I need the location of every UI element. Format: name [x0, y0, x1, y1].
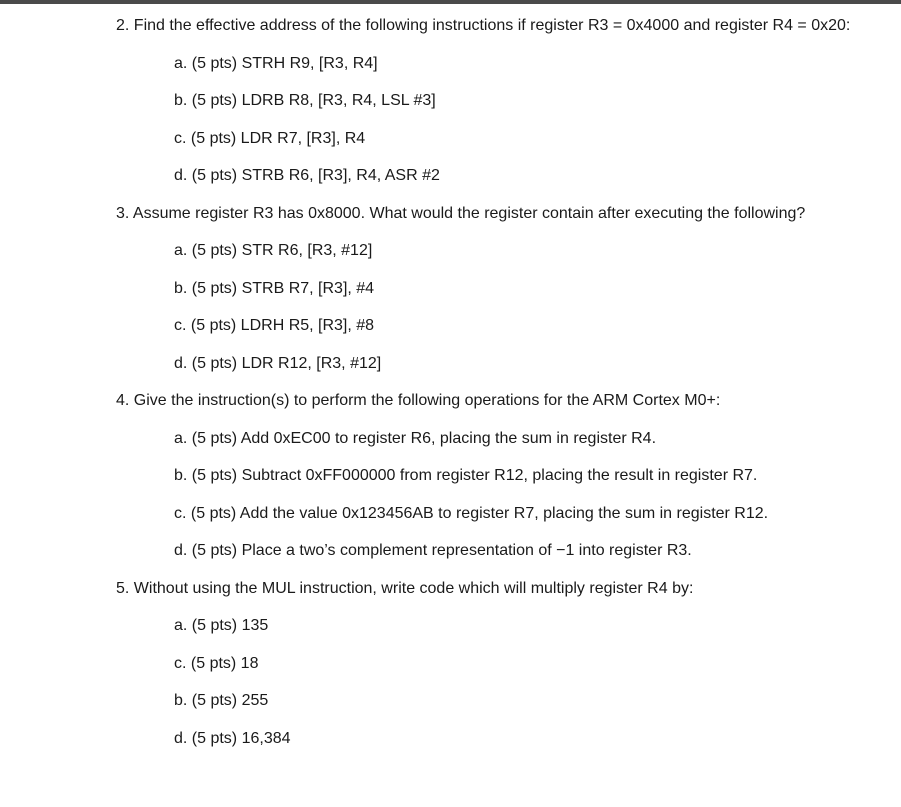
- question-5-item-a: a. (5 pts) 135: [174, 617, 269, 634]
- question-3-item-a: a. (5 pts) STR R6, [R3, #12]: [174, 242, 373, 259]
- question-4-item-c: c. (5 pts) Add the value 0x123456AB to register R7, placing the sum in register R12.: [174, 505, 769, 522]
- question-2-item-b: b. (5 pts) LDRB R8, [R3, R4, LSL #3]: [174, 92, 436, 109]
- question-2-item-c: c. (5 pts) LDR R7, [R3], R4: [174, 130, 366, 147]
- question-4: 4. Give the instruction(s) to perform the following operations for the ARM Cortex M0+:: [116, 392, 721, 409]
- question-3-item-c: c. (5 pts) LDRH R5, [R3], #8: [174, 317, 375, 334]
- question-5: 5. Without using the MUL instruction, write code which will multiply register R4 by:: [116, 580, 694, 597]
- question-4-item-a: a. (5 pts) Add 0xEC00 to register R6, placing the sum in register R4.: [174, 430, 657, 447]
- question-5-item-b: b. (5 pts) 255: [174, 692, 269, 709]
- question-5-item-d: d. (5 pts) 16,384: [174, 730, 291, 747]
- question-2: 2. Find the effective address of the following instructions if register R3 = 0x4000 and register R4 = 0x20:: [116, 17, 851, 34]
- question-3: 3. Assume register R3 has 0x8000. What would the register contain after executing the following?: [116, 205, 806, 222]
- question-2-item-d: d. (5 pts) STRB R6, [R3], R4, ASR #2: [174, 167, 440, 184]
- question-3-item-d: d. (5 pts) LDR R12, [R3, #12]: [174, 355, 382, 372]
- question-2-item-a: a. (5 pts) STRH R9, [R3, R4]: [174, 55, 378, 72]
- question-5-item-c: c. (5 pts) 18: [174, 655, 259, 672]
- question-4-item-b: b. (5 pts) Subtract 0xFF000000 from register R12, placing the result in register R7.: [174, 467, 758, 484]
- question-4-item-d: d. (5 pts) Place a two’s complement representation of −1 into register R3.: [174, 542, 692, 559]
- question-3-item-b: b. (5 pts) STRB R7, [R3], #4: [174, 280, 375, 297]
